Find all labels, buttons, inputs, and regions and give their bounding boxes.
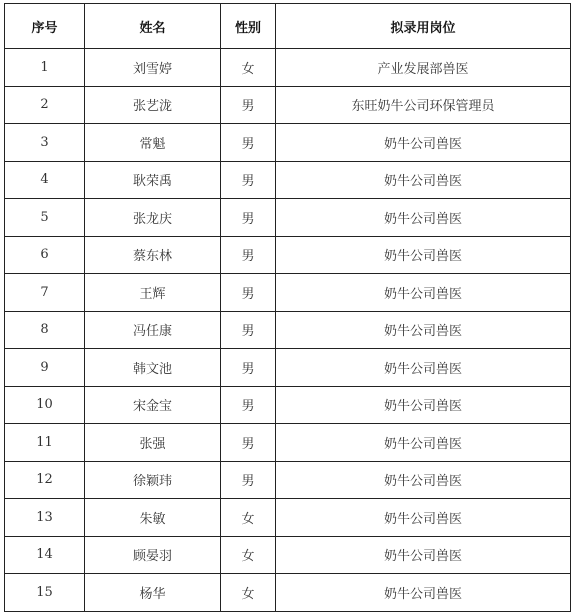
cell-num: 13 xyxy=(5,499,85,537)
table-row xyxy=(5,461,571,499)
cell-num: 10 xyxy=(5,386,85,424)
cell-position: 奶牛公司兽医 xyxy=(276,536,571,574)
cell-num: 3 xyxy=(5,124,85,162)
cell-position: 奶牛公司兽医 xyxy=(276,386,571,424)
cell-gender: 男 xyxy=(221,199,276,237)
cell-name: 冯任康 xyxy=(85,311,221,349)
cell-name: 张龙庆 xyxy=(85,199,221,237)
table-row xyxy=(5,236,571,274)
cell-num: 14 xyxy=(5,536,85,574)
cell-name: 宋金宝 xyxy=(85,386,221,424)
cell-name: 韩文池 xyxy=(85,349,221,387)
cell-gender: 男 xyxy=(221,236,276,274)
header-row xyxy=(5,4,571,49)
table-row xyxy=(5,424,571,462)
cell-name: 常魁 xyxy=(85,124,221,162)
cell-num: 12 xyxy=(5,461,85,499)
cell-num: 11 xyxy=(5,424,85,462)
cell-num: 9 xyxy=(5,349,85,387)
cell-gender: 男 xyxy=(221,161,276,199)
cell-name: 王辉 xyxy=(85,274,221,312)
cell-name: 张强 xyxy=(85,424,221,462)
header-num: 序号 xyxy=(5,4,85,49)
table-row xyxy=(5,49,571,87)
cell-num: 7 xyxy=(5,274,85,312)
cell-position: 奶牛公司兽医 xyxy=(276,349,571,387)
cell-gender: 女 xyxy=(221,499,276,537)
cell-position: 奶牛公司兽医 xyxy=(276,274,571,312)
cell-name: 朱敏 xyxy=(85,499,221,537)
cell-name: 蔡东林 xyxy=(85,236,221,274)
cell-gender: 男 xyxy=(221,461,276,499)
table-row xyxy=(5,349,571,387)
cell-position: 奶牛公司兽医 xyxy=(276,574,571,612)
table-row xyxy=(5,311,571,349)
cell-num: 4 xyxy=(5,161,85,199)
cell-num: 15 xyxy=(5,574,85,612)
hiring-roster-table xyxy=(4,3,571,612)
table-row xyxy=(5,386,571,424)
cell-gender: 男 xyxy=(221,424,276,462)
header-gender: 性别 xyxy=(221,4,276,49)
cell-position: 奶牛公司兽医 xyxy=(276,161,571,199)
cell-num: 6 xyxy=(5,236,85,274)
table-row xyxy=(5,199,571,237)
cell-position: 奶牛公司兽医 xyxy=(276,124,571,162)
cell-position: 奶牛公司兽医 xyxy=(276,461,571,499)
cell-gender: 女 xyxy=(221,574,276,612)
cell-gender: 男 xyxy=(221,386,276,424)
cell-gender: 男 xyxy=(221,86,276,124)
table-row xyxy=(5,274,571,312)
cell-name: 刘雪婷 xyxy=(85,49,221,87)
header-position: 拟录用岗位 xyxy=(276,4,571,49)
cell-name: 顾晏羽 xyxy=(85,536,221,574)
cell-position: 东旺奶牛公司环保管理员 xyxy=(276,86,571,124)
table-header xyxy=(5,4,571,49)
cell-gender: 男 xyxy=(221,311,276,349)
cell-gender: 男 xyxy=(221,274,276,312)
table-row xyxy=(5,574,571,612)
cell-position: 奶牛公司兽医 xyxy=(276,236,571,274)
cell-position: 奶牛公司兽医 xyxy=(276,499,571,537)
cell-position: 产业发展部兽医 xyxy=(276,49,571,87)
cell-name: 徐颖玮 xyxy=(85,461,221,499)
table-row xyxy=(5,161,571,199)
cell-num: 5 xyxy=(5,199,85,237)
cell-position: 奶牛公司兽医 xyxy=(276,424,571,462)
cell-gender: 男 xyxy=(221,349,276,387)
cell-num: 2 xyxy=(5,86,85,124)
table-row xyxy=(5,124,571,162)
cell-gender: 女 xyxy=(221,536,276,574)
header-name: 姓名 xyxy=(85,4,221,49)
cell-num: 8 xyxy=(5,311,85,349)
cell-num: 1 xyxy=(5,49,85,87)
table-row xyxy=(5,499,571,537)
cell-gender: 男 xyxy=(221,124,276,162)
table-row xyxy=(5,536,571,574)
cell-name: 张艺泷 xyxy=(85,86,221,124)
cell-position: 奶牛公司兽医 xyxy=(276,199,571,237)
cell-gender: 女 xyxy=(221,49,276,87)
cell-name: 耿荣禹 xyxy=(85,161,221,199)
table-row xyxy=(5,86,571,124)
table-body xyxy=(5,49,571,612)
cell-position: 奶牛公司兽医 xyxy=(276,311,571,349)
cell-name: 杨华 xyxy=(85,574,221,612)
